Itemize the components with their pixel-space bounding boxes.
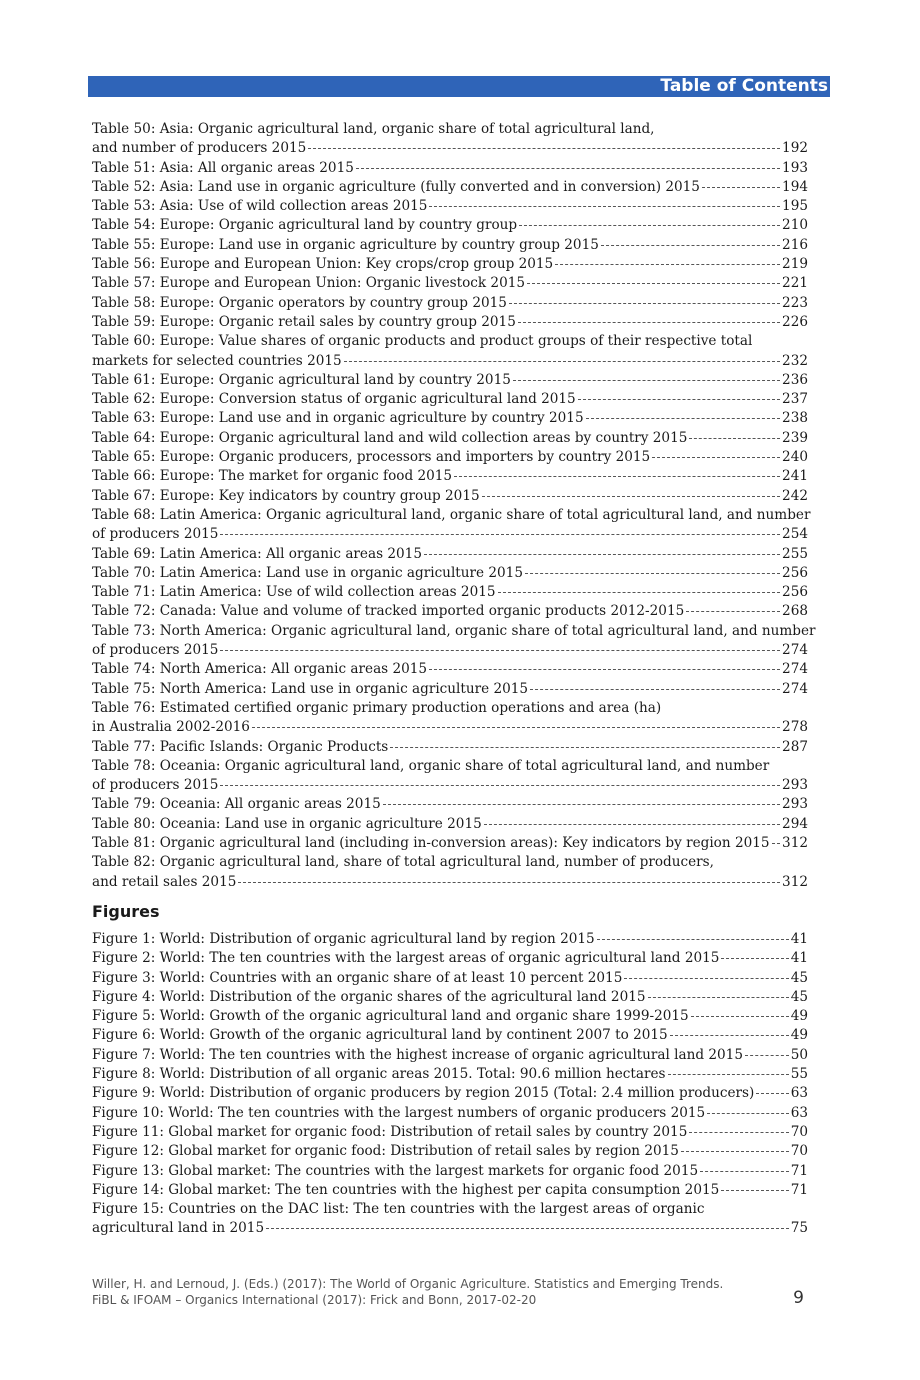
table-entry-page: 274 xyxy=(782,642,808,659)
table-entry-page: 256 xyxy=(782,584,808,601)
dot-leader xyxy=(484,824,780,825)
dot-leader xyxy=(390,747,780,748)
figure-entry-page: 71 xyxy=(790,1162,808,1179)
table-entry[interactable] xyxy=(92,564,808,583)
dot-leader xyxy=(238,882,780,883)
figure-entry-title: Figure 8: World: Distribution of all organic areas 2015. Total: 90.6 million hectares xyxy=(92,1066,666,1083)
dot-leader xyxy=(745,1055,789,1056)
table-entry-title: Table 69: Latin America: All organic areas 2015 xyxy=(92,545,422,562)
table-entry-page: 241 xyxy=(782,468,808,485)
table-entry[interactable] xyxy=(92,409,808,428)
dot-leader xyxy=(597,939,789,940)
dot-leader xyxy=(721,958,788,959)
dot-leader xyxy=(252,727,780,728)
figure-entry-title: Figure 14: Global market: The ten countries with the highest per capita consumption 2015 xyxy=(92,1181,720,1198)
figure-entry-page: 63 xyxy=(790,1085,808,1102)
table-entry[interactable] xyxy=(92,545,808,564)
table-entry-page: 278 xyxy=(782,719,808,736)
table-entry-page: 294 xyxy=(782,815,808,832)
dot-leader xyxy=(670,1035,789,1036)
table-entry-page: 256 xyxy=(782,564,808,581)
table-entry[interactable] xyxy=(92,448,808,467)
table-entry-page: 254 xyxy=(782,526,808,543)
dot-leader xyxy=(601,245,780,246)
figure-entry-title: Figure 6: World: Growth of the organic agricultural land by continent 2007 to 2015 xyxy=(92,1027,668,1044)
table-entry[interactable] xyxy=(92,467,808,486)
page-number: 9 xyxy=(793,1288,804,1308)
table-entry-title: and retail sales 2015 xyxy=(92,873,237,890)
figure-entry[interactable] xyxy=(92,1065,808,1084)
table-entry[interactable] xyxy=(92,853,808,892)
table-entry[interactable] xyxy=(92,660,808,679)
dot-leader xyxy=(220,650,780,651)
dot-leader xyxy=(383,804,780,805)
dot-leader xyxy=(527,283,780,284)
figure-entry-page: 41 xyxy=(790,950,808,967)
dot-leader xyxy=(586,418,780,419)
figure-entry[interactable] xyxy=(92,1046,808,1065)
table-entry[interactable] xyxy=(92,583,808,602)
figure-entry-title: Figure 13: Global market: The countries with the largest markets for organic food 2015 xyxy=(92,1162,699,1179)
table-entry[interactable] xyxy=(92,487,808,506)
table-entry[interactable] xyxy=(92,120,808,159)
figure-entry-page: 71 xyxy=(790,1181,808,1198)
figure-entry-title: Figure 4: World: Distribution of the organic shares of the agricultural land 2015 xyxy=(92,988,646,1005)
table-entry-page: 237 xyxy=(782,391,808,408)
table-entry[interactable] xyxy=(92,255,808,274)
table-entry-title-line1: Table 50: Asia: Organic agricultural land, organic share of total agricultural land, xyxy=(92,121,655,137)
table-entry-page: 221 xyxy=(782,275,808,292)
figure-entry[interactable] xyxy=(92,1026,808,1045)
figure-entry-page: 41 xyxy=(790,931,808,947)
dot-leader xyxy=(689,438,780,439)
table-entry-title-line1: Table 82: Organic agricultural land, share of total agricultural land, number of producers, xyxy=(92,854,714,871)
table-entry-title: Table 75: North America: Land use in organic agriculture 2015 xyxy=(92,680,529,697)
table-entry-title: Table 62: Europe: Conversion status of organic agricultural land 2015 xyxy=(92,391,576,408)
table-entry-page: 193 xyxy=(782,159,808,176)
table-entry-title: Table 58: Europe: Organic operators by country group 2015 xyxy=(92,294,507,311)
table-entry[interactable] xyxy=(92,680,808,699)
table-entry-title: Table 63: Europe: Land use and in organic agriculture by country 2015 xyxy=(92,410,584,427)
table-entry-page: 239 xyxy=(782,429,808,446)
dot-leader xyxy=(498,592,781,593)
figure-entry[interactable] xyxy=(92,969,808,988)
figure-entry-title: Figure 2: World: The ten countries with the largest areas of organic agricultural land 2015 xyxy=(92,950,720,967)
figure-entry-title: Figure 12: Global market for organic food: Distribution of retail sales by region 2015 xyxy=(92,1143,679,1160)
dot-leader xyxy=(482,496,780,497)
dot-leader xyxy=(356,168,780,169)
table-entry[interactable] xyxy=(92,159,808,178)
table-entry-title: markets for selected countries 2015 xyxy=(92,352,342,369)
figure-entry[interactable] xyxy=(92,930,808,949)
table-entry-page: 192 xyxy=(782,140,808,157)
table-entry-title: Table 81: Organic agricultural land (including in-conversion areas): Key indicators by region 2015 xyxy=(92,834,770,851)
table-entry-title: Table 70: Latin America: Land use in organic agriculture 2015 xyxy=(92,564,523,581)
dot-leader xyxy=(652,457,780,458)
tables-list xyxy=(92,120,816,892)
table-entry[interactable] xyxy=(92,738,808,757)
dot-leader xyxy=(624,978,788,979)
figure-entry[interactable] xyxy=(92,1162,808,1181)
table-entry-title: Table 53: Asia: Use of wild collection areas 2015 xyxy=(92,198,428,215)
table-entry[interactable] xyxy=(92,757,808,796)
table-entry-page: 274 xyxy=(782,661,808,678)
dot-leader xyxy=(220,785,780,786)
figures-list xyxy=(92,930,808,1239)
figure-entry-page: 63 xyxy=(790,1104,808,1121)
figure-entry-page: 49 xyxy=(790,1027,808,1044)
table-entry-title: Table 51: Asia: All organic areas 2015 xyxy=(92,159,354,176)
dot-leader xyxy=(513,380,780,381)
table-entry[interactable] xyxy=(92,216,808,235)
table-entry-page: 312 xyxy=(782,873,808,890)
table-entry-title: Table 67: Europe: Key indicators by country group 2015 xyxy=(92,487,480,504)
table-entry[interactable] xyxy=(92,795,808,814)
figure-entry-page: 50 xyxy=(790,1046,808,1063)
figure-entry[interactable] xyxy=(92,1142,808,1161)
figure-entry-title: Figure 7: World: The ten countries with the highest increase of organic agricultural land 2015 xyxy=(92,1046,743,1063)
dot-leader xyxy=(525,573,780,574)
table-entry[interactable] xyxy=(92,197,808,216)
figure-entry[interactable] xyxy=(92,1200,808,1239)
table-entry[interactable] xyxy=(92,815,808,834)
table-entry[interactable] xyxy=(92,699,808,738)
table-entry-title: in Australia 2002-2016 xyxy=(92,719,250,736)
dot-leader xyxy=(424,554,780,555)
table-entry-title: Table 57: Europe and European Union: Organic livestock 2015 xyxy=(92,275,526,292)
table-entry-page: 194 xyxy=(782,178,808,195)
dot-leader xyxy=(518,322,780,323)
figure-entry-page: 70 xyxy=(790,1143,808,1160)
table-entry-title: of producers 2015 xyxy=(92,642,219,659)
table-entry-title: Table 52: Asia: Land use in organic agriculture (fully converted and in conversion) 2015 xyxy=(92,178,700,195)
table-entry-page: 255 xyxy=(782,545,808,562)
figure-entry-page: 45 xyxy=(790,988,808,1005)
table-entry-page: 223 xyxy=(782,294,808,311)
figure-entry-page: 75 xyxy=(790,1220,808,1237)
table-entry[interactable] xyxy=(92,506,811,545)
figure-entry[interactable] xyxy=(92,949,808,968)
table-entry-page: 274 xyxy=(782,680,808,697)
dot-leader xyxy=(772,843,781,844)
dot-leader xyxy=(429,669,780,670)
dot-leader xyxy=(519,225,780,226)
table-entry-page: 232 xyxy=(782,352,808,369)
figure-entry[interactable] xyxy=(92,1181,808,1200)
table-entry-title: Table 71: Latin America: Use of wild collection areas 2015 xyxy=(92,584,496,601)
table-entry[interactable] xyxy=(92,371,808,390)
figure-entry-title: Figure 11: Global market for organic food: Distribution of retail sales by country 2015 xyxy=(92,1123,688,1140)
figure-entry[interactable] xyxy=(92,988,808,1007)
table-entry[interactable] xyxy=(92,178,808,197)
toc-header-title: Table of Contents xyxy=(660,76,828,96)
table-entry-page: 240 xyxy=(782,449,808,466)
dot-leader xyxy=(686,611,780,612)
figure-entry[interactable] xyxy=(92,1104,808,1123)
table-entry-page: 219 xyxy=(782,256,808,273)
dot-leader xyxy=(702,187,780,188)
table-entry[interactable] xyxy=(92,313,808,332)
toc-header-banner xyxy=(88,76,830,97)
dot-leader xyxy=(648,997,789,998)
table-entry-title-line1: Table 76: Estimated certified organic primary production operations and area (ha) xyxy=(92,699,662,716)
dot-leader xyxy=(530,689,780,690)
table-entry-page: 238 xyxy=(782,410,808,427)
table-entry-page: 210 xyxy=(782,217,808,234)
dot-leader xyxy=(308,148,780,149)
table-entry[interactable] xyxy=(92,274,808,293)
figure-entry-page: 70 xyxy=(790,1123,808,1140)
figure-entry-title: Figure 5: World: Growth of the organic agricultural land and organic share 1999-2015 xyxy=(92,1008,689,1025)
dot-leader xyxy=(700,1171,789,1172)
table-entry-title: Table 80: Oceania: Land use in organic agriculture 2015 xyxy=(92,815,482,832)
figure-entry[interactable] xyxy=(92,1084,808,1103)
dot-leader xyxy=(721,1190,788,1191)
dot-leader xyxy=(555,264,780,265)
table-entry-page: 195 xyxy=(782,198,808,215)
table-entry-title: Table 56: Europe and European Union: Key crops/crop group 2015 xyxy=(92,256,554,273)
dot-leader xyxy=(756,1093,788,1094)
table-entry[interactable] xyxy=(92,834,808,853)
figures-heading: Figures xyxy=(92,902,160,921)
figure-entry[interactable] xyxy=(92,1007,808,1026)
footer xyxy=(92,1276,808,1308)
table-entry-page: 242 xyxy=(782,487,808,504)
dot-leader xyxy=(454,476,780,477)
table-entry-page: 287 xyxy=(782,738,808,755)
table-entry[interactable] xyxy=(92,429,808,448)
table-entry-title-line1: Table 78: Oceania: Organic agricultural land, organic share of total agricultural land, and number xyxy=(92,757,770,774)
table-entry-page: 293 xyxy=(782,796,808,813)
dot-leader xyxy=(681,1151,789,1152)
figure-entry-title: Figure 9: World: Distribution of organic producers by region 2015 (Total: 2.4 million producers) xyxy=(92,1085,755,1102)
table-entry-title: Table 55: Europe: Land use in organic agriculture by country group 2015 xyxy=(92,236,599,253)
table-entry-page: 226 xyxy=(782,313,808,330)
footer-citation-line1: Willer, H. and Lernoud, J. (Eds.) (2017): The World of Organic Agriculture. Statistics and Emerging Trends. xyxy=(92,1277,724,1291)
figure-entry-title: Figure 1: World: Distribution of organic agricultural land by region 2015 xyxy=(92,931,595,947)
table-entry-title: of producers 2015 xyxy=(92,526,219,543)
table-entry-title-line1: Table 60: Europe: Value shares of organic products and product groups of their respective total xyxy=(92,333,753,350)
dot-leader xyxy=(691,1016,789,1017)
figure-entry-title-line1: Figure 15: Countries on the DAC list: The ten countries with the largest areas of organic xyxy=(92,1201,705,1218)
dot-leader xyxy=(668,1074,789,1075)
table-entry-page: 216 xyxy=(782,236,808,253)
figure-entry-page: 49 xyxy=(790,1008,808,1025)
table-entry-page: 293 xyxy=(782,777,808,794)
table-entry-page: 268 xyxy=(782,603,808,620)
table-entry-title: Table 61: Europe: Organic agricultural land by country 2015 xyxy=(92,371,511,388)
figure-entry-title: Figure 3: World: Countries with an organic share of at least 10 percent 2015 xyxy=(92,969,623,986)
dot-leader xyxy=(578,399,780,400)
table-entry[interactable] xyxy=(92,332,808,371)
figure-entry-page: 45 xyxy=(790,969,808,986)
table-entry-title-line1: Table 68: Latin America: Organic agricultural land, organic share of total agricultural land, and number xyxy=(92,506,811,523)
dot-leader xyxy=(429,206,780,207)
figure-entry-title: Figure 10: World: The ten countries with the largest numbers of organic producers 2015 xyxy=(92,1104,706,1121)
table-entry-title: Table 77: Pacific Islands: Organic Products xyxy=(92,738,389,755)
dot-leader xyxy=(689,1132,788,1133)
table-entry-title: Table 54: Europe: Organic agricultural land by country group xyxy=(92,217,518,234)
table-entry-title-line1: Table 73: North America: Organic agricultural land, organic share of total agricultural land, and number xyxy=(92,622,816,639)
figure-entry[interactable] xyxy=(92,1123,808,1142)
table-entry-title: and number of producers 2015 xyxy=(92,140,307,157)
dot-leader xyxy=(509,303,780,304)
table-entry[interactable] xyxy=(92,622,816,661)
table-entry[interactable] xyxy=(92,236,808,255)
dot-leader xyxy=(344,361,780,362)
table-entry[interactable] xyxy=(92,294,808,313)
table-entry-title: Table 65: Europe: Organic producers, processors and importers by country 2015 xyxy=(92,449,651,466)
dot-leader xyxy=(707,1113,789,1114)
table-entry-title: of producers 2015 xyxy=(92,777,219,794)
table-entry-title: Table 66: Europe: The market for organic food 2015 xyxy=(92,468,453,485)
table-entry-title: Table 74: North America: All organic areas 2015 xyxy=(92,661,428,678)
dot-leader xyxy=(266,1228,789,1229)
table-entry-title: Table 79: Oceania: All organic areas 2015 xyxy=(92,796,381,813)
table-entry[interactable] xyxy=(92,390,808,409)
table-entry[interactable] xyxy=(92,602,808,621)
footer-citation-line2: FiBL & IFOAM – Organics International (2017): Frick and Bonn, 2017-02-20 xyxy=(92,1293,537,1307)
table-entry-title: Table 72: Canada: Value and volume of tracked imported organic products 2012-2015 xyxy=(92,603,685,620)
dot-leader xyxy=(220,534,780,535)
figure-entry-page: 55 xyxy=(790,1066,808,1083)
table-entry-title: Table 59: Europe: Organic retail sales by country group 2015 xyxy=(92,313,516,330)
table-entry-page: 236 xyxy=(782,371,808,388)
table-entry-title: Table 64: Europe: Organic agricultural land and wild collection areas by country 2015 xyxy=(92,429,688,446)
table-entry-page: 312 xyxy=(782,834,808,851)
figure-entry-title: agricultural land in 2015 xyxy=(92,1220,265,1237)
